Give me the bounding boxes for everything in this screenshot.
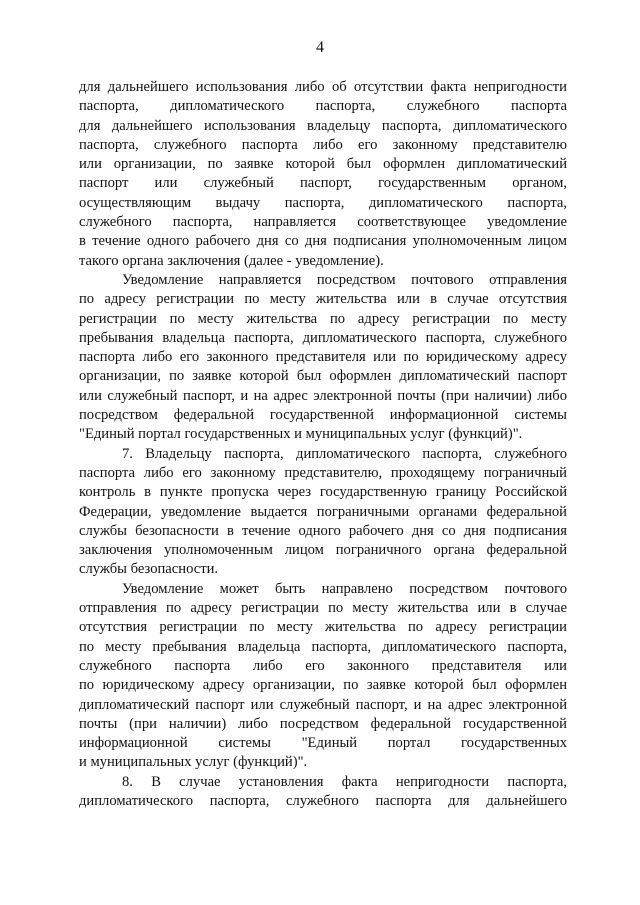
text-line: такого органа заключения (далее - уведомление). [79,252,384,269]
text-line: или организации, по заявке которой был оформлен дипломатический [79,156,567,173]
text-line: регистрации по месту жительства по адресу регистрации по месту [79,310,567,327]
text-line: для дальнейшего использования владельцу паспорта, дипломатического [79,117,567,134]
text-line: паспорта, служебного паспорта либо его законному представителю [79,136,567,153]
text-line: службы безопасности. [79,561,219,578]
text-line: для дальнейшего использования либо об отсутствии факта непригодности [79,79,567,95]
text-line: паспорта либо его законного представителя или по юридическому адресу [79,349,567,366]
text-line: 7. Владельцу паспорта, дипломатического паспорта, служебного [122,445,567,462]
text-line: дипломатического паспорта, служебного паспорта для дальнейшего [79,792,567,809]
text-line: паспорта, дипломатического паспорта, служебного паспорта [79,98,567,115]
text-line: осуществляющим выдачу паспорта, дипломатического паспорта, [79,194,567,211]
text-line: службы безопасности в течение одного рабочего дня со дня подписания [79,522,567,539]
body-text [79,78,567,811]
text-line: отсутствия регистрации по месту жительства по адресу регистрации [79,619,567,636]
text-line: отправления по адресу регистрации по месту жительства или в случае [79,600,567,617]
text-line: пребывания владельца паспорта, дипломатического паспорта, служебного [79,329,567,346]
text-line: паспорта либо его законному представителю, проходящему пограничный [79,464,567,481]
text-line: служебного паспорта либо его законного представителя или [79,657,567,674]
text-line: или служебный паспорт, и на адрес электронной почты (при наличии) либо [79,387,567,404]
text-line: Федерации, уведомление выдается пограничными органами федеральной [79,503,567,520]
text-line: Уведомление направляется посредством почтового отправления [122,271,567,288]
text-line: по месту пребывания владельца паспорта, дипломатического паспорта, [79,638,567,655]
text-line: по юридическому адресу организации, по заявке которой был оформлен [79,677,567,694]
page-number: 4 [316,39,324,56]
text-line: информационной системы "Единый портал государственных [79,735,567,752]
text-line: дипломатический паспорт или служебный паспорт, и на адрес электронной [79,696,567,713]
text-line: заключения уполномоченным лицом пограничного органа федеральной [79,542,567,559]
text-line: служебного паспорта, направляется соответствующее уведомление [79,214,567,231]
text-line: Уведомление может быть направлено посредством почтового [122,580,567,597]
text-line: и муниципальных услуг (функций)". [79,754,308,771]
text-line: контроль в пункте пропуска через государственную границу Российской [79,484,567,501]
text-line: 8. В случае установления факта непригодности паспорта, [122,773,567,790]
text-line: по адресу регистрации по месту жительства или в случае отсутствия [79,291,567,308]
text-line: "Единый портал государственных и муниципальных услуг (функций)". [79,426,523,443]
text-line: организации, по заявке которой был оформлен дипломатический паспорт [79,368,567,385]
text-line: паспорт или служебный паспорт, государственным органом, [79,175,567,192]
text-line: в течение одного рабочего дня со дня подписания уполномоченным лицом [79,233,567,250]
text-line: посредством федеральной государственной информационной системы [79,407,567,424]
text-line: почты (при наличии) либо посредством федеральной государственной [79,715,567,732]
